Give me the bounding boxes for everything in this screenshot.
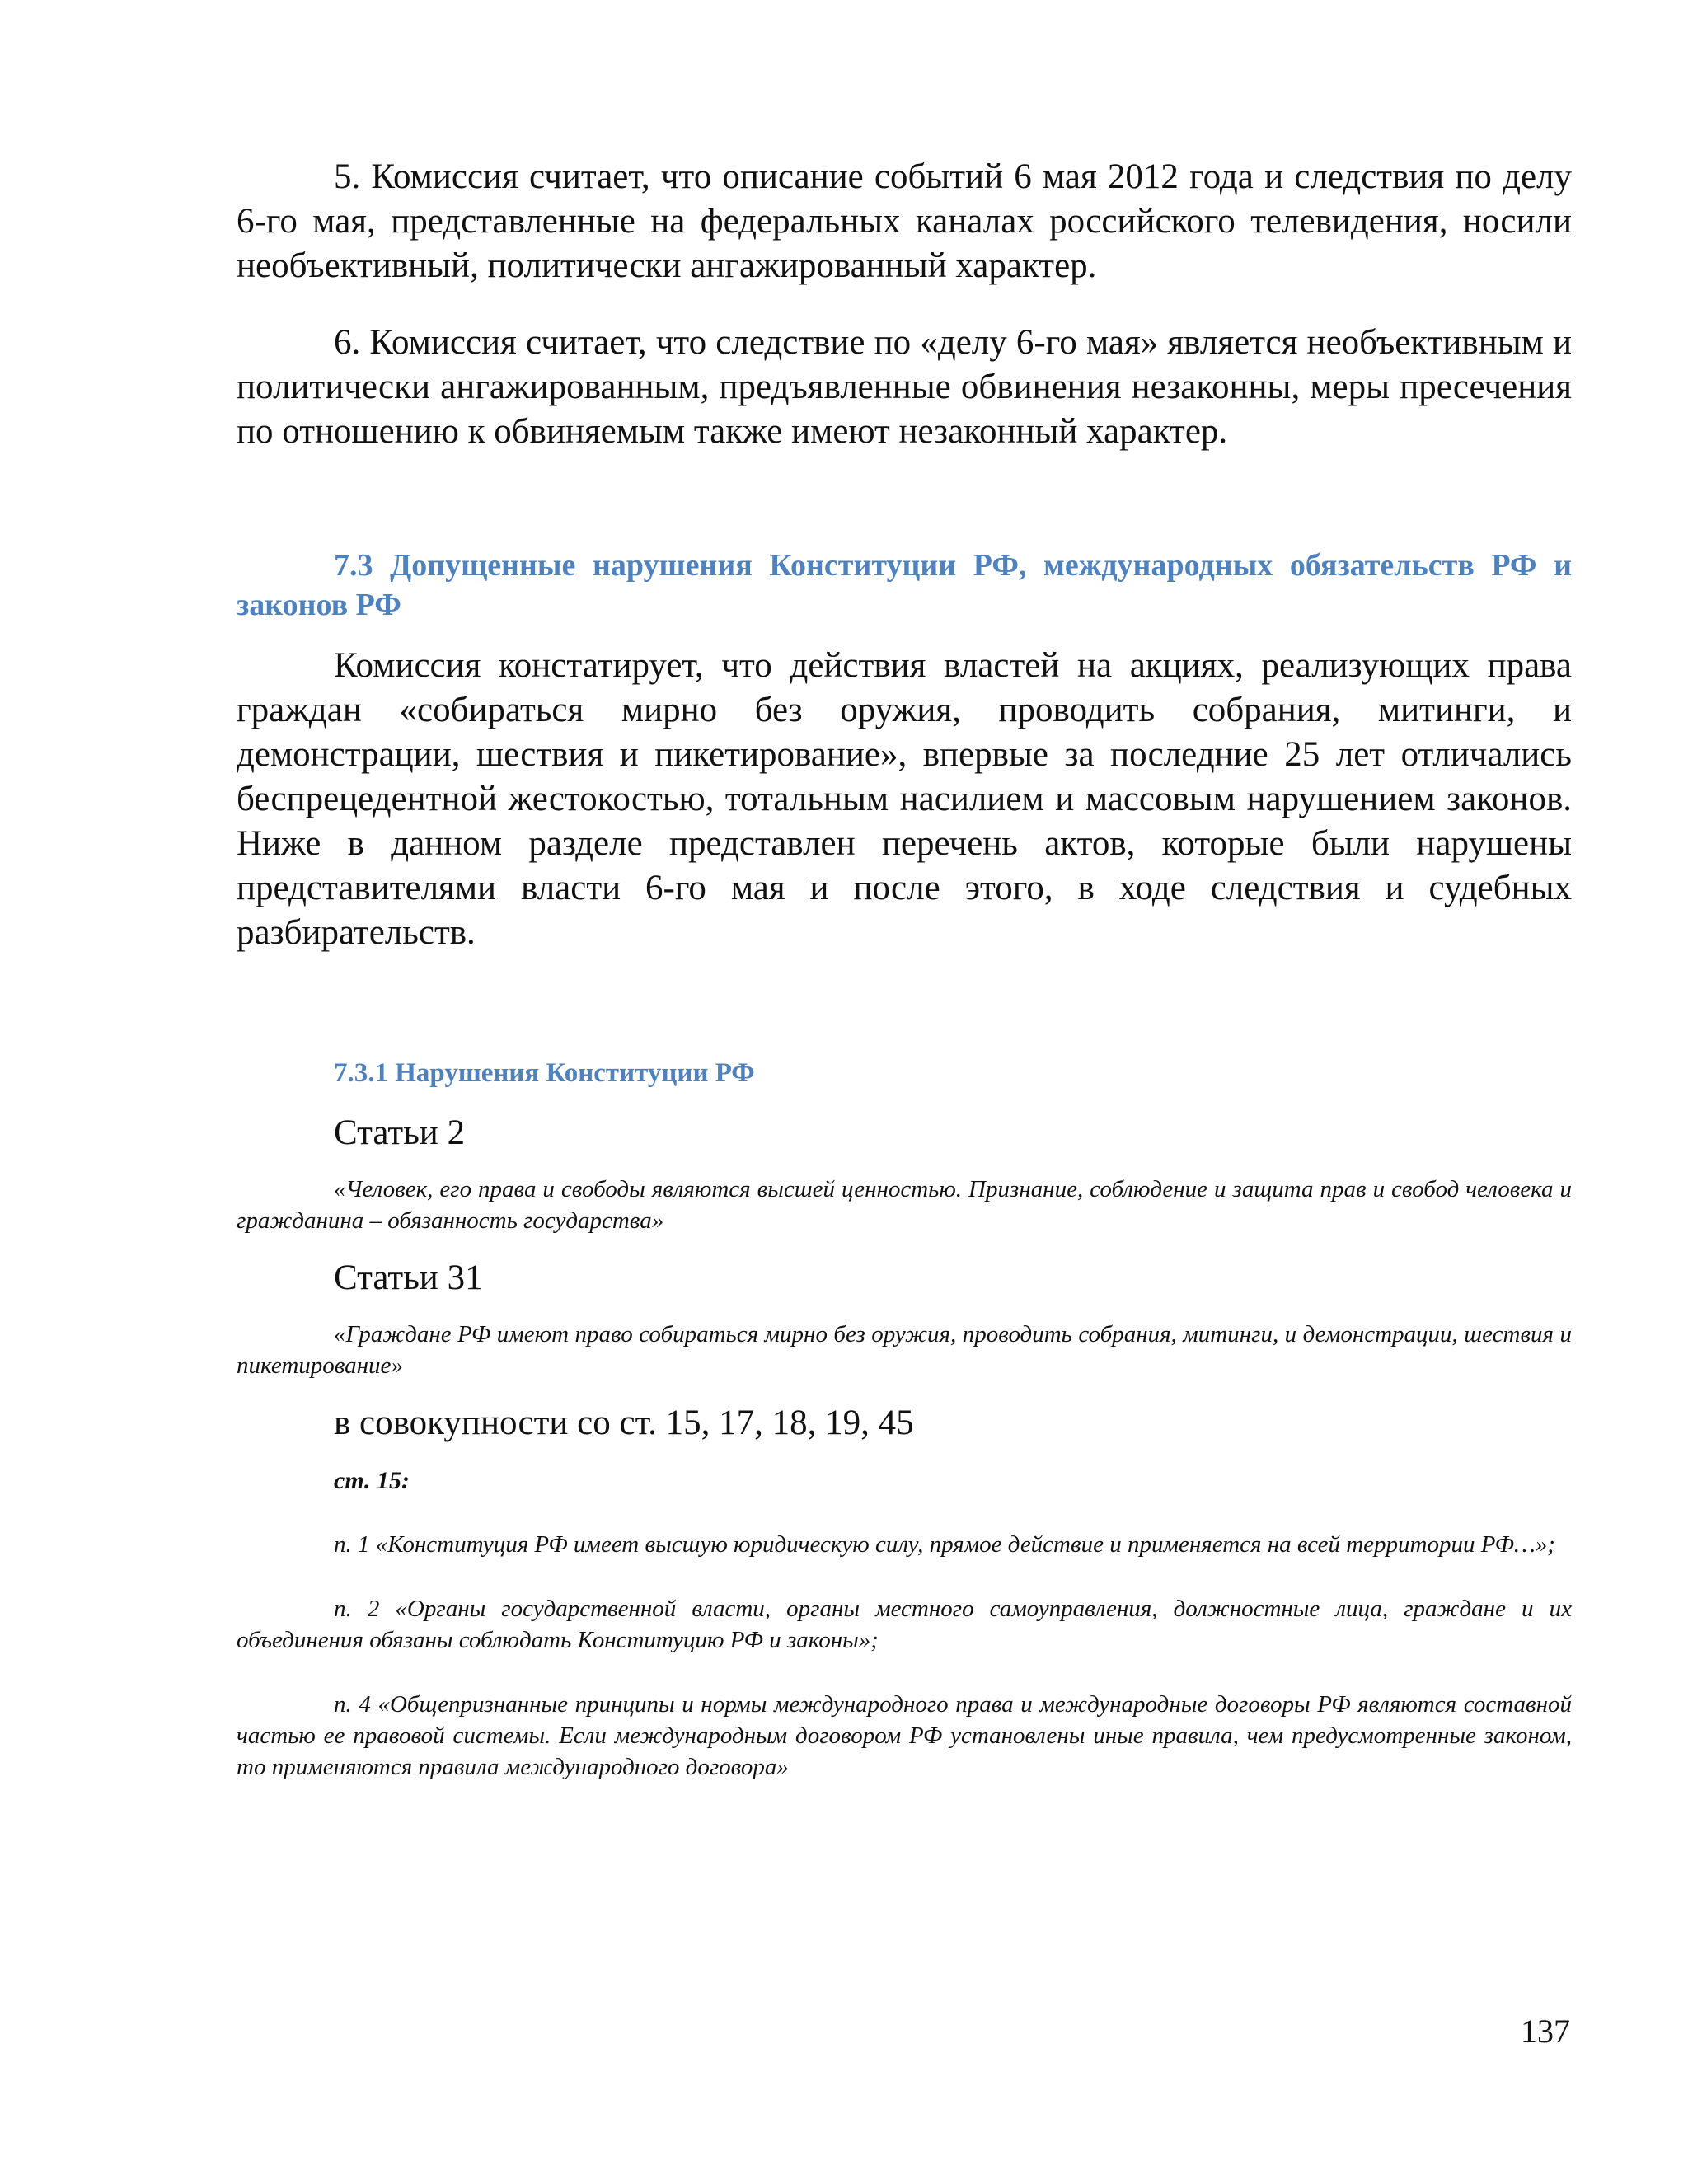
- article-15-label: ст. 15:: [334, 1467, 410, 1494]
- document-page: [237, 155, 1572, 1783]
- article-31-title: Статьи 31: [334, 1258, 483, 1297]
- section-heading: 7.3 Допущенные нарушения Конституции РФ, международных обязательств РФ и законов РФ: [237, 548, 1572, 622]
- page-number: 137: [1521, 2013, 1570, 2050]
- article-31-quote: «Граждане РФ имеют право собираться мирно без оружия, проводить собрания, митинги, и демонстрации, шествия и пикетирование»: [237, 1321, 1572, 1379]
- article-15-item-2: п. 2 «Органы государственной власти, органы местного самоуправления, должностные лица, граждане и их объединения обязаны соблюдать Конституцию РФ и законы»;: [237, 1596, 1572, 1653]
- article-2-title: Статьи 2: [334, 1113, 466, 1152]
- combination-line: в совокупности со ст. 15, 17, 18, 19, 45: [334, 1404, 914, 1442]
- paragraph-5: 5. Комиссия считает, что описание событий 6 мая 2012 года и следствия по делу 6-го мая, представленные на федеральных каналах российского телевидения, носили необъективный, политически ангажированный характер.: [237, 157, 1572, 285]
- section-paragraph: Комиссия констатирует, что действия властей на акциях, реализующих права граждан «собираться мирно без оружия, проводить собрания, митинги, и демонстрации, шествия и пикетирование», впервые за последние 25 лет отличались беспрецедентной жестокостью, тотальным насилием и массовым нарушением законов. Ниже в данном разделе представлен перечень актов, которые были нарушены представителями власти 6-го мая и после этого, в ходе следствия и судебных разбирательств.: [237, 646, 1572, 952]
- article-15-item-1: п. 1 «Конституция РФ имеет высшую юридическую силу, прямое действие и применяется на всей территории РФ…»;: [334, 1531, 1555, 1558]
- paragraph-6: 6. Комиссия считает, что следствие по «делу 6-го мая» является необъективным и политически ангажированным, предъявленные обвинения незаконны, меры пресечения по отношению к обвиняемым также имеют незаконный характер.: [237, 323, 1572, 451]
- subsection-heading: 7.3.1 Нарушения Конституции РФ: [334, 1058, 755, 1088]
- article-15-item-4: п. 4 «Общепризнанные принципы и нормы международного права и международные договоры РФ являются составной частью ее правовой системы. Если международным договором РФ установлены иные правила, чем предусмотренные законом, то применяются правила международного договора»: [237, 1691, 1572, 1780]
- article-2-quote: «Человек, его права и свободы являются высшей ценностью. Признание, соблюдение и защита прав и свобод человека и гражданина – обязанность государства»: [237, 1176, 1572, 1234]
